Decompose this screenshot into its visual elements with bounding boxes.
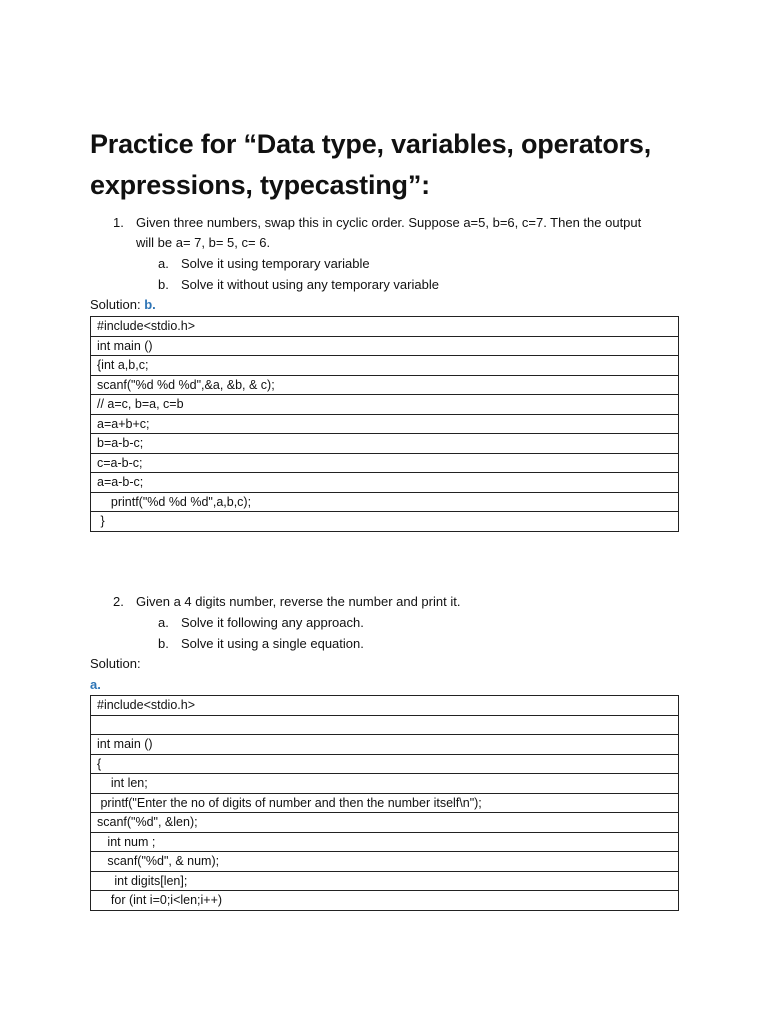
table-row (91, 813, 679, 833)
q1-sub-b-label: b. (158, 277, 169, 292)
q1-sub-a-text: Solve it using temporary variable (181, 256, 370, 271)
code-line: int main () (91, 336, 679, 356)
title-line-1: Practice for “Data type, variables, operators, (90, 129, 652, 159)
code-line: a=a-b-c; (91, 473, 679, 493)
q2-sub-a-text: Solve it following any approach. (181, 615, 364, 630)
code-line: int num ; (91, 832, 679, 852)
q2-sub-b-label: b. (158, 636, 169, 651)
q2-solution-part: a. (90, 677, 101, 692)
code-line: c=a-b-c; (91, 453, 679, 473)
q1-solution-heading (90, 295, 156, 315)
table-row (91, 696, 679, 716)
table-row (91, 453, 679, 473)
code-line: } (91, 512, 679, 532)
table-row (91, 395, 679, 415)
table-row (91, 375, 679, 395)
code-line: int len; (91, 774, 679, 794)
code-line: int main () (91, 735, 679, 755)
code-line: a=a+b+c; (91, 414, 679, 434)
q2-number: 2. (113, 594, 124, 609)
table-row (91, 434, 679, 454)
table-row (91, 492, 679, 512)
table-row (91, 754, 679, 774)
code-line: scanf("%d", &len); (91, 813, 679, 833)
table-row (91, 715, 679, 735)
table-row (91, 356, 679, 376)
q2-sub-b-text: Solve it using a single equation. (181, 636, 364, 651)
table-row (91, 735, 679, 755)
code-line: scanf("%d", & num); (91, 852, 679, 872)
code-line: scanf("%d %d %d",&a, &b, & c); (91, 375, 679, 395)
q2-code-table (90, 695, 679, 911)
table-row (91, 414, 679, 434)
code-line: for (int i=0;i<len;i++) (91, 891, 679, 911)
table-row (91, 336, 679, 356)
table-row (91, 891, 679, 911)
code-line: #include<stdio.h> (91, 317, 679, 337)
code-line: printf("%d %d %d",a,b,c); (91, 492, 679, 512)
q1-text-line-2: will be a= 7, b= 5, c= 6. (136, 235, 271, 250)
code-line (91, 715, 679, 735)
q2-solution-label: Solution: (90, 656, 141, 671)
q1-code-table (90, 316, 679, 532)
q2-text-line-1: Given a 4 digits number, reverse the number and print it. (136, 594, 461, 609)
code-line: b=a-b-c; (91, 434, 679, 454)
q1-solution-label: Solution: (90, 297, 145, 312)
code-line: #include<stdio.h> (91, 696, 679, 716)
table-row (91, 793, 679, 813)
title-line-2: expressions, typecasting”: (90, 170, 430, 200)
table-row (91, 774, 679, 794)
table-row (91, 473, 679, 493)
code-line: {int a,b,c; (91, 356, 679, 376)
q2-sub-a-label: a. (158, 615, 169, 630)
code-line: int digits[len]; (91, 871, 679, 891)
code-line: printf("Enter the no of digits of number and then the number itself\n"); (91, 793, 679, 813)
table-row (91, 852, 679, 872)
table-row (91, 317, 679, 337)
code-line: { (91, 754, 679, 774)
q1-number: 1. (113, 215, 124, 230)
table-row (91, 871, 679, 891)
q1-sub-a-label: a. (158, 256, 169, 271)
document-title (90, 124, 690, 206)
code-line: // a=c, b=a, c=b (91, 395, 679, 415)
q1-sub-b-text: Solve it without using any temporary variable (181, 277, 439, 292)
table-row (91, 512, 679, 532)
q1-solution-part: b. (144, 297, 156, 312)
table-row (91, 832, 679, 852)
q1-text-line-1: Given three numbers, swap this in cyclic order. Suppose a=5, b=6, c=7. Then the output (136, 215, 642, 230)
